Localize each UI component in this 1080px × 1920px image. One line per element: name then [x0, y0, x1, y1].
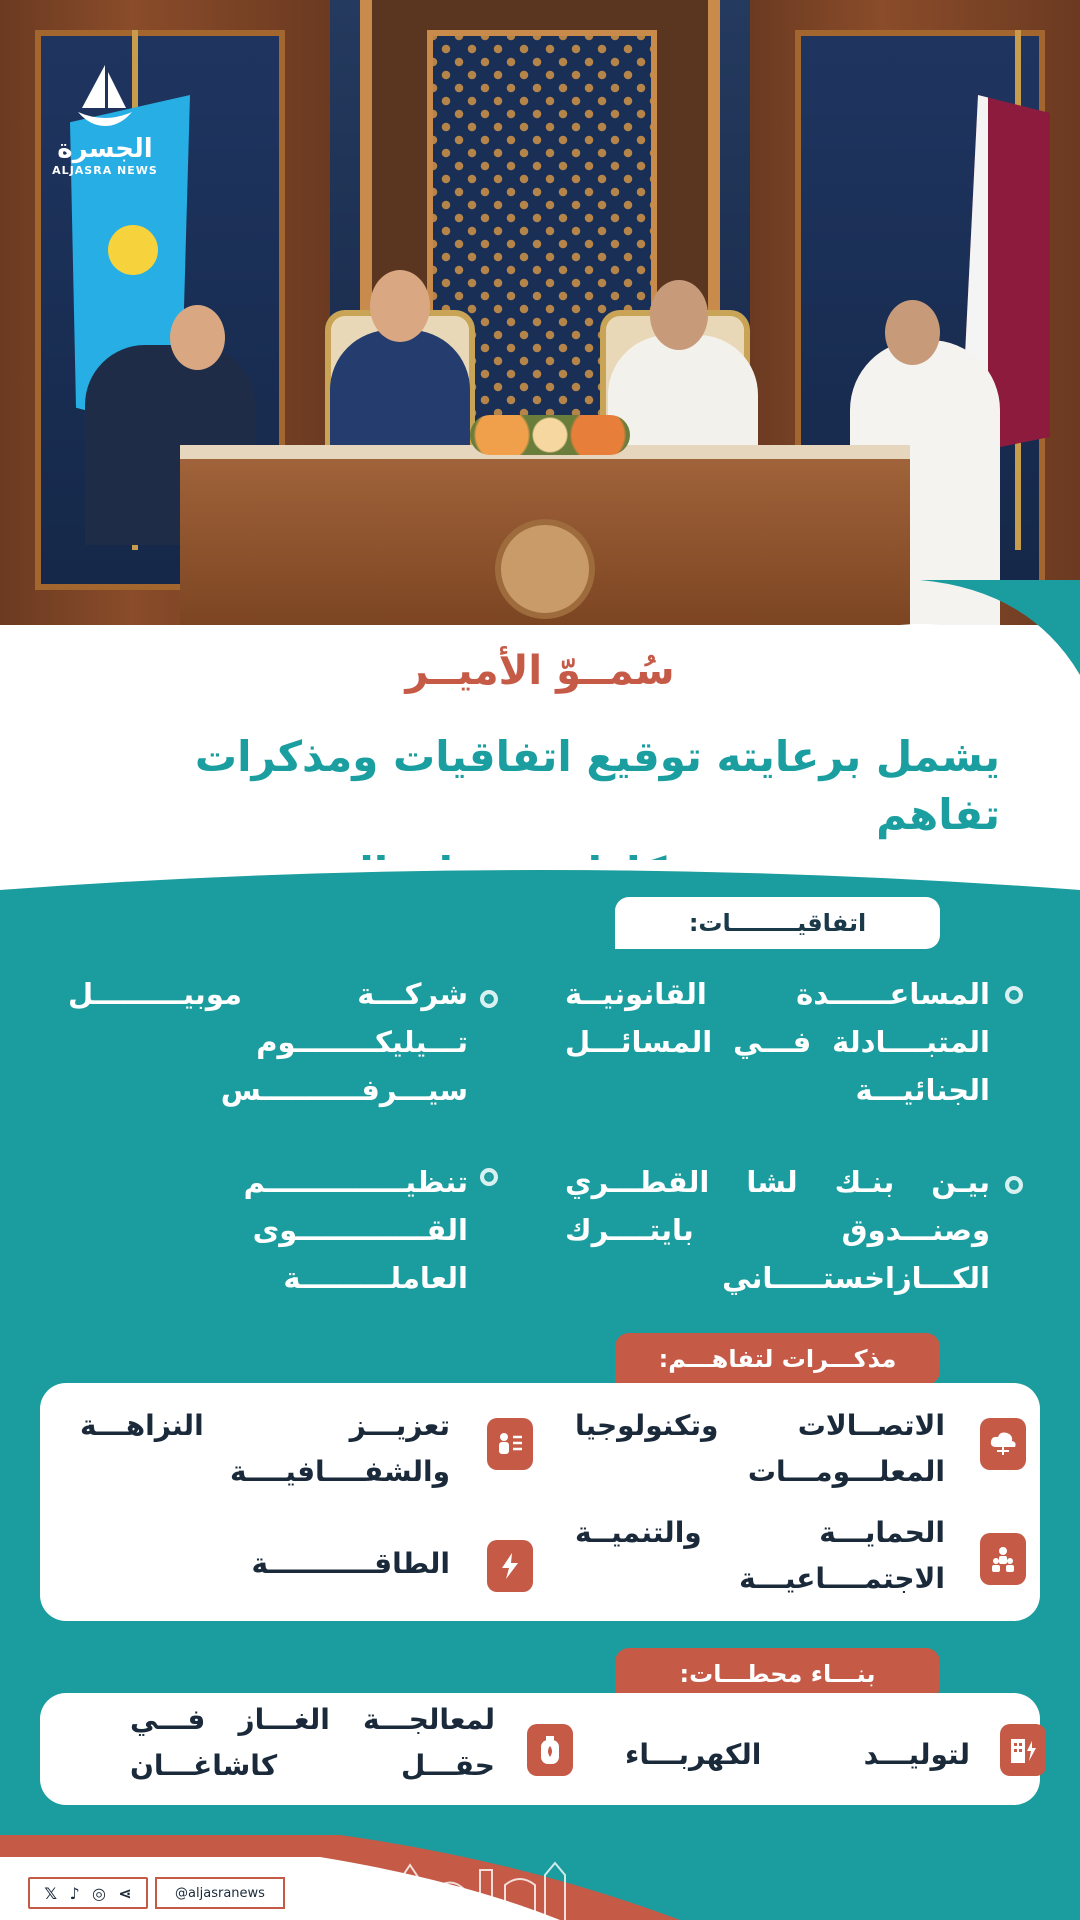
- social-links: [28, 1877, 148, 1909]
- agreement-item-4: تنظيــــــــــــــم القـــــــــــــوى العاملـــــــــة: [243, 1165, 468, 1295]
- people-group-icon: [980, 1533, 1026, 1585]
- station-item-2: لمعالجـــة الغـــاز فـــي حقـــل كاشاغـــان: [130, 1703, 495, 1782]
- brand-name-arabic: الجسرة: [57, 134, 153, 164]
- person-seated-left: [330, 330, 470, 460]
- agreement-item-1: المساعــــــدة القانونيــة المتبــــادلة فـــي المسائـــل الجنائيـــة: [565, 977, 990, 1107]
- agreement-item-3: بيـن بنـك لشا القطـــري وصنـــدوق بايتــــرك الكـــازاخستـــــاني: [565, 1165, 990, 1295]
- stations-label: بنـــاء محطـــات:: [615, 1648, 940, 1700]
- page-subtitle: يشمل برعايته توقيع اتفاقيات ومذكرات تفاهم: [194, 732, 1000, 839]
- agreement-item-2: شركـــة موبيـــــــــل تـــيليكــــــــوم سيـــرفــــــــــس: [68, 977, 468, 1107]
- bullet-icon: [1005, 1176, 1023, 1194]
- gas-cylinder-icon: [527, 1724, 573, 1776]
- bullet-icon: [480, 990, 498, 1008]
- instagram-icon[interactable]: ◎: [92, 1883, 107, 1903]
- memo-item-2: تعزيـــز النزاهـــة والشفــــافيــــة: [80, 1409, 450, 1488]
- flower-arrangement: [470, 415, 630, 455]
- x-icon[interactable]: 𝕏: [44, 1883, 58, 1903]
- qatar-emblem: [495, 519, 595, 619]
- city-skyline-illustration: [380, 1845, 580, 1920]
- memo-item-3: الحمايـــة والتنميــة الاجتمــــاعيـــة: [575, 1516, 945, 1595]
- page-title: سُمــوّ الأميــر: [405, 648, 675, 694]
- station-item-1: لتوليـــد الكهربـــاء: [625, 1738, 970, 1771]
- memoranda-label: مذكـــرات لتفاهـــم:: [615, 1333, 940, 1385]
- agreements-label: اتفاقيــــــــات:: [615, 897, 940, 949]
- social-handle[interactable]: @aljasranews: [155, 1877, 285, 1909]
- aljasra-logo: [45, 60, 165, 177]
- cloud-network-icon: [980, 1418, 1026, 1470]
- lightning-icon: [487, 1540, 533, 1592]
- bullet-icon: [1005, 986, 1023, 1004]
- share-icon[interactable]: ⋖: [118, 1883, 132, 1903]
- tiktok-icon[interactable]: ♪: [69, 1883, 80, 1903]
- person-seated-right: [608, 335, 758, 460]
- bullet-icon: [480, 1168, 498, 1186]
- memo-item-4: الطاقـــــــــــة: [251, 1547, 450, 1580]
- sailboat-logo-icon: [70, 60, 140, 130]
- ceremony-photo: [0, 0, 1080, 625]
- power-building-icon: [1000, 1724, 1046, 1776]
- memo-item-1: الاتصــالات وتكنولوجيا المعلـــومـــات: [575, 1409, 945, 1488]
- signing-desk: [180, 445, 910, 625]
- checklist-person-icon: [487, 1418, 533, 1470]
- brand-name-english: ALJASRA NEWS: [52, 164, 158, 177]
